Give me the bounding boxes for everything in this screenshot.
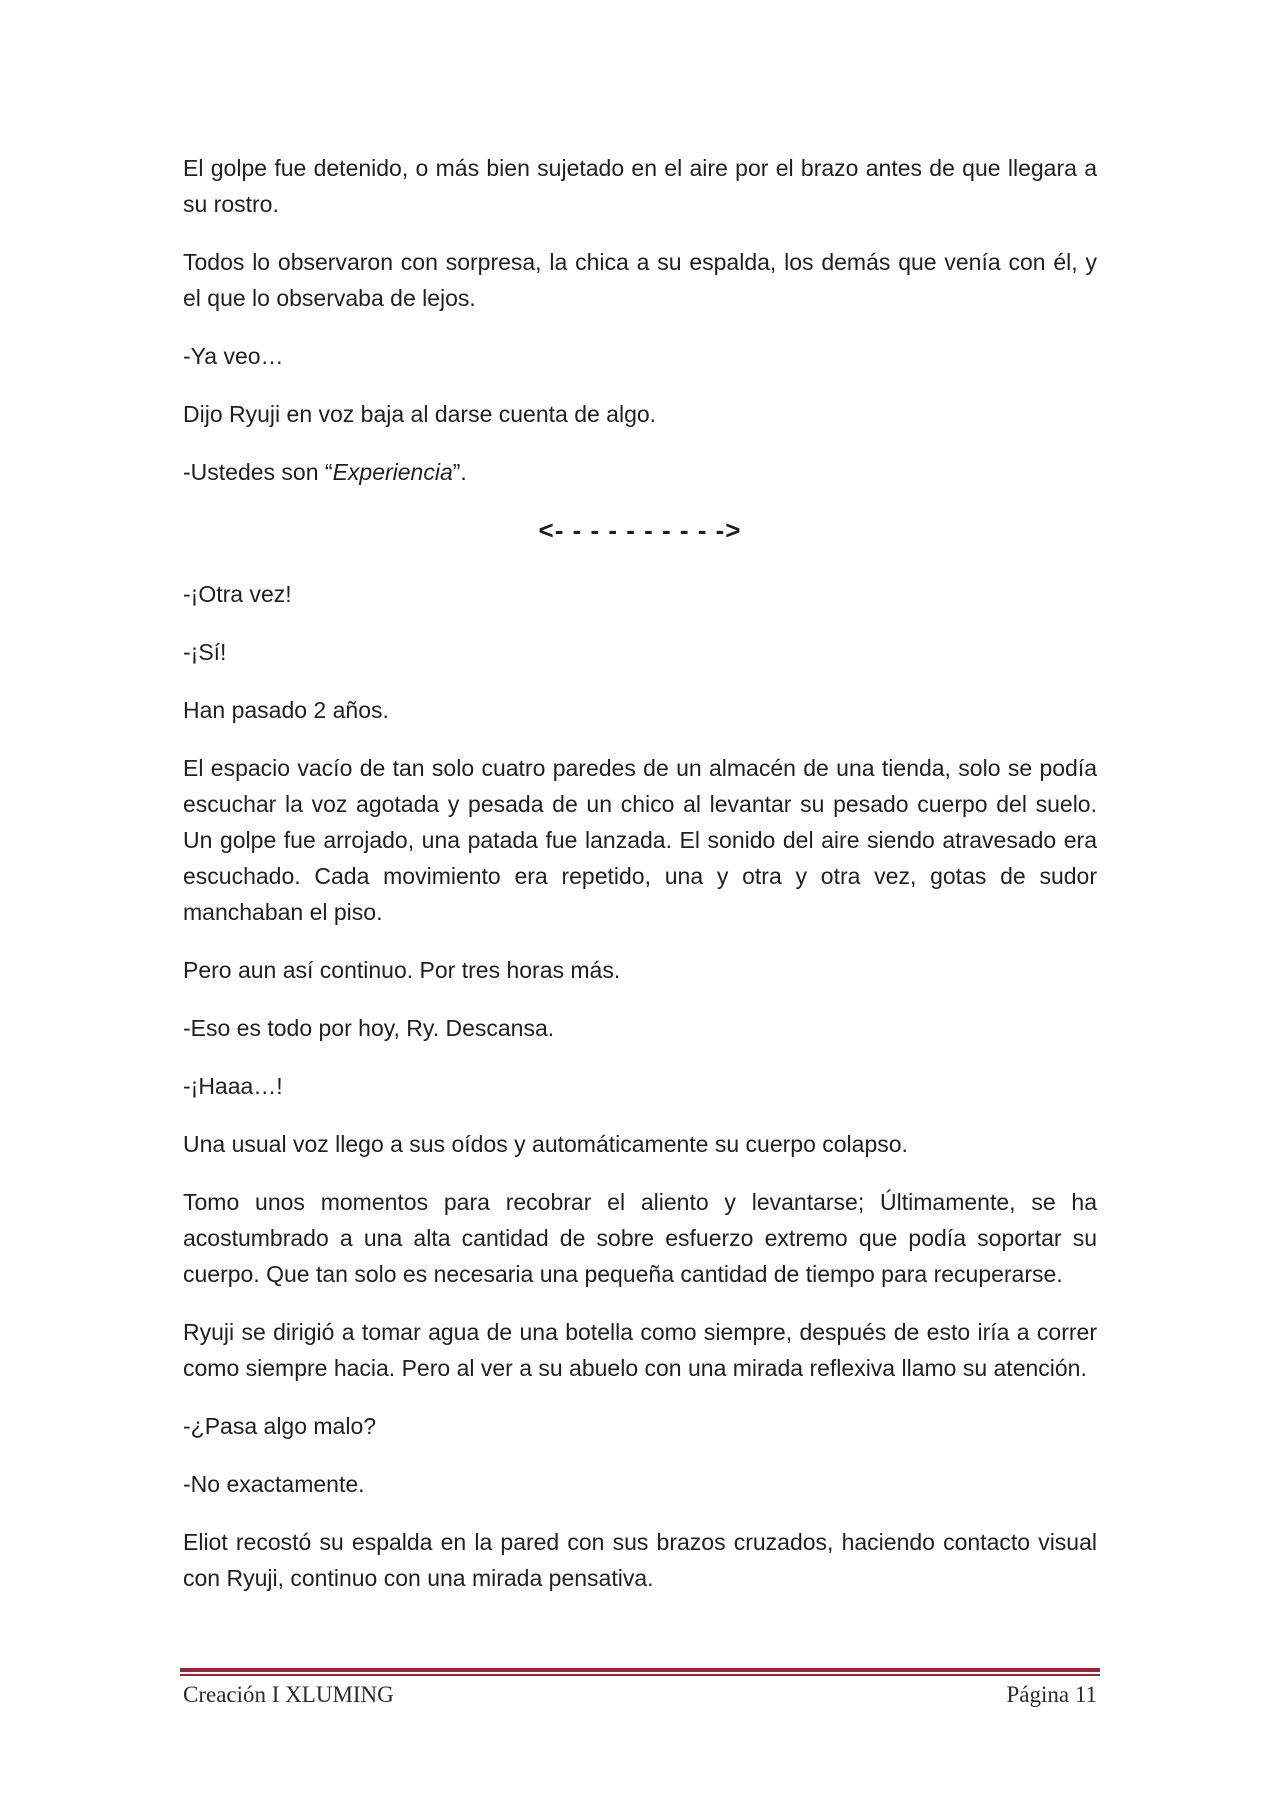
quote-emphasis: Experiencia [332, 459, 453, 485]
quote-suffix: ”. [452, 459, 467, 485]
quote-prefix: -Ustedes son “ [183, 459, 333, 485]
paragraph: Una usual voz llego a sus oídos y automáticamente su cuerpo colapso. [183, 1131, 908, 1157]
footer-author: Creación I XLUMING [183, 1682, 394, 1707]
paragraph: -¿Pasa algo malo? [183, 1413, 377, 1439]
paragraph: Ryuji se dirigió a tomar agua de una botella como siempre, después de esto iría a correr como siempre hacia. Pero al ver a su abuelo con una mirada reflexiva llamo su atención. [183, 1319, 1097, 1381]
paragraph: -¡Haaa…! [183, 1073, 283, 1099]
footer-rule-thick [180, 1668, 1100, 1672]
paragraph: -No exactamente. [183, 1471, 365, 1497]
paragraph: Han pasado 2 años. [183, 697, 389, 723]
page-body [183, 150, 1097, 1618]
footer-rule [180, 1668, 1100, 1676]
paragraph: -Eso es todo por hoy, Ry. Descansa. [183, 1015, 555, 1041]
footer-page-number: Página 11 [1006, 1682, 1097, 1707]
paragraph: -¡Sí! [183, 639, 227, 665]
paragraph: Tomo unos momentos para recobrar el aliento y levantarse; Últimamente, se ha acostumbrado a una alta cantidad de sobre esfuerzo extremo que podía soportar su cuerpo. Que tan solo es necesaria una pequeña cantidad de tiempo para recuperarse. [183, 1189, 1097, 1287]
paragraph: El espacio vacío de tan solo cuatro paredes de un almacén de una tienda, solo se podía escuchar la voz agotada y pesada de un chico al levantar su pesado cuerpo del suelo. Un golpe fue arrojado, una patada fue lanzada. El sonido del aire siendo atravesado era escuchado. Cada movimiento era repetido, una y otra y otra vez, gotas de sudor manchaban el piso. [183, 755, 1097, 925]
paragraph: Eliot recostó su espalda en la pared con sus brazos cruzados, haciendo contacto visual con Ryuji, continuo con una mirada pensativa. [183, 1529, 1097, 1591]
paragraph: El golpe fue detenido, o más bien sujetado en el aire por el brazo antes de que llegara a su rostro. [183, 155, 1097, 217]
footer-rule-thin [180, 1674, 1100, 1676]
scene-divider: <- - - - - - - - - -> [538, 515, 742, 545]
paragraph: Todos lo observaron con sorpresa, la chica a su espalda, los demás que venía con él, y el que lo observaba de lejos. [183, 249, 1097, 311]
quote-paragraph [183, 454, 1097, 490]
paragraph: Dijo Ryuji en voz baja al darse cuenta de algo. [183, 401, 657, 427]
paragraph: -Ya veo… [183, 343, 284, 369]
paragraph: Pero aun así continuo. Por tres horas más. [183, 957, 621, 983]
paragraph: -¡Otra vez! [183, 581, 292, 607]
page-footer [183, 1680, 1097, 1710]
